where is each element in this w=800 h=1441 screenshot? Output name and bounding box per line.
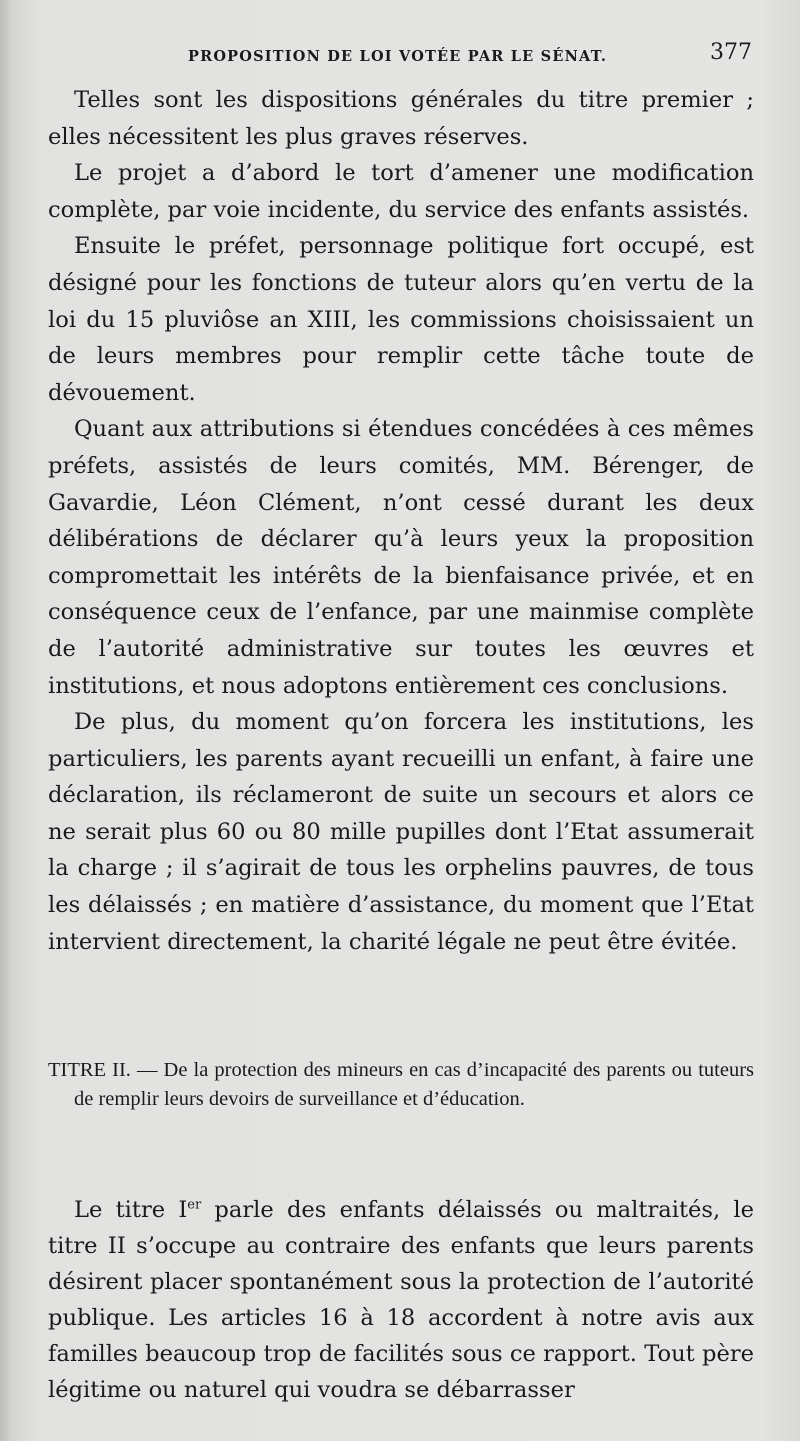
paragraph-lead: Le titre I [74, 1197, 188, 1223]
ordinal-superscript: er [187, 1197, 202, 1213]
running-title: PROPOSITION DE LOI VOTÉE PAR LE SÉNAT. [188, 48, 608, 65]
section-heading: TITRE II. — De la protection des mineurs en cas d’incapacité des parents ou tuteurs de remplir leurs devoirs de surveillance et d’éducation. [48, 1059, 754, 1110]
paragraph: Le projet a d’abord le tort d’amener une modification complète, par voie incidente, du service des enfants assistés. [48, 160, 754, 223]
paragraph: Quant aux attributions si étendues concédées à ces mêmes préfets, assistés de leurs comités, MM. Bérenger, de Gavardie, Léon Clément, n’ont cessé durant les deux délibérations de déclarer qu’à leurs yeux la proposition compromettait les intérêts de la bienfaisance privée, et en conséquence ceux de l’enfance, par une mainmise complète de l’autorité administrative sur toutes les œuvres et institutions, et nous adoptons entièrement ces conclusions. [48, 416, 754, 699]
main-text [48, 82, 754, 960]
paragraph: De plus, du moment qu’on forcera les institutions, les particuliers, les parents ayant recueilli un enfant, à faire une déclaration, ils réclameront de suite un secours et alors ce ne serait plus 60 ou 80 mille pupilles dont l’Etat assumerait la charge ; il s’agirait de tous les orphelins pauvres, de tous les délaissés ; en matière d’assistance, du moment que l’Etat intervient directement, la charité légale ne peut être évitée. [48, 709, 754, 955]
page-header [48, 40, 756, 76]
paragraph-rest: parle des enfants délaissés ou maltraités, le titre II s’occupe au contraire des enfants que leurs parents désirent placer spontanément sous la protection de l’autorité publique. Les articles 16 à 18 accordent à notre avis aux familles beaucoup trop de facilités sous ce rapport. Tout père légitime ou naturel qui voudra se débarrasser [48, 1197, 754, 1403]
paragraph [48, 1192, 754, 1408]
paragraph: Telles sont les dispositions générales du titre premier ; elles nécessitent les plus graves réserves. [48, 87, 754, 150]
page-number: 377 [710, 40, 752, 65]
continued-text [48, 1192, 754, 1408]
paragraph: Ensuite le préfet, personnage politique fort occupé, est désigné pour les fonctions de tuteur alors qu’en vertu de la loi du 15 pluviôse an XIII, les commissions choisissaient un de leurs membres pour remplir cette tâche toute de dévouement. [48, 233, 754, 406]
